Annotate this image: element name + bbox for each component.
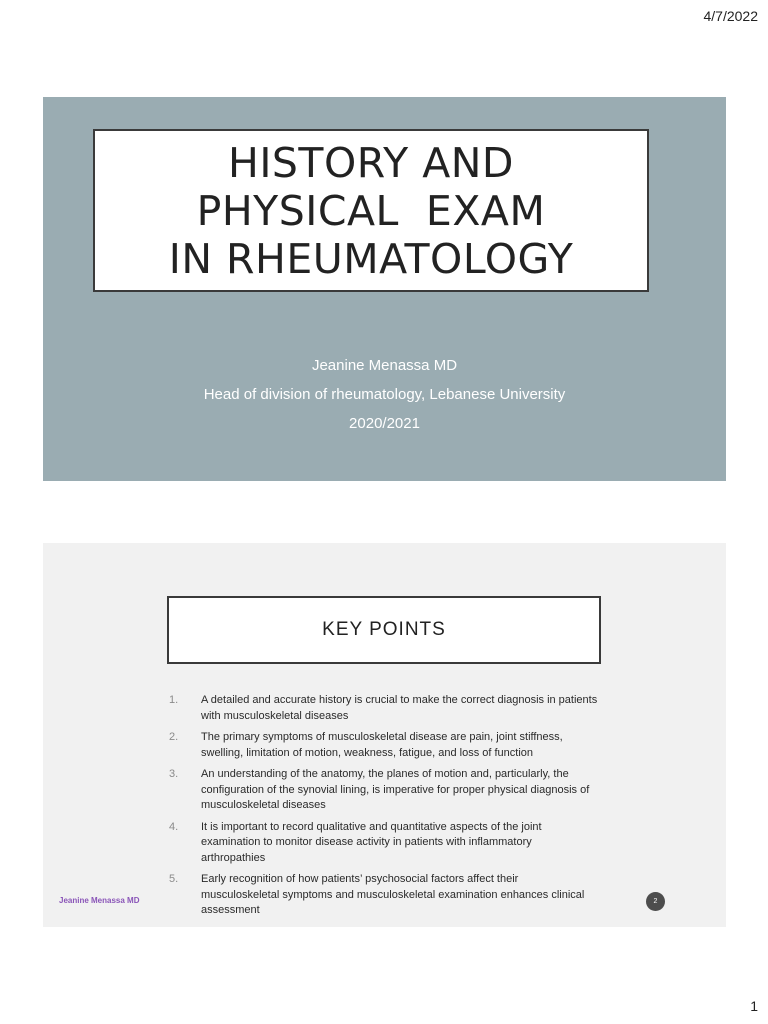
list-item	[169, 693, 599, 724]
list-item	[169, 767, 599, 814]
author-name: Jeanine Menassa MD	[311, 357, 458, 374]
slide-title	[169, 139, 574, 283]
subtitle-block	[43, 351, 726, 438]
print-date: 4/7/2022	[703, 8, 758, 24]
item-number: 3.	[169, 768, 179, 780]
key-points-list	[169, 693, 599, 925]
item-text: An understanding of the anatomy, the planes of motion and, particularly, the configuration of the synovial lining, is imperative for proper physical diagnosis of musculoskeletal diseases	[201, 768, 590, 811]
key-points-heading: KEY POINTS	[167, 596, 601, 664]
item-number: 2.	[169, 731, 179, 743]
title-line: IN RHEUMATOLOGY	[168, 234, 574, 283]
list-item	[169, 872, 599, 919]
title-slide	[43, 97, 726, 481]
item-text: It is important to record qualitative and quantitative aspects of the joint examination to monitor disease activity in patients with inflammatory arthropathies	[201, 820, 542, 864]
title-line: HISTORY AND	[227, 138, 514, 187]
academic-year: 2020/2021	[349, 415, 420, 432]
slide-number-badge: 2	[646, 892, 665, 911]
footer-author: Jeanine Menassa MD	[59, 896, 140, 905]
author-affiliation: Head of division of rheumatology, Lebanese University	[203, 386, 566, 403]
item-text: Early recognition of how patients’ psychosocial factors affect their musculoskeletal symptoms and musculoskeletal examination enhances clinical assessment	[201, 873, 585, 916]
title-line: PHYSICAL EXAM	[196, 186, 546, 235]
key-points-slide	[43, 543, 726, 927]
item-text: A detailed and accurate history is crucial to make the correct diagnosis in patients with musculoskeletal diseases	[201, 694, 598, 722]
list-item	[169, 730, 599, 761]
title-box	[93, 129, 649, 292]
item-number: 5.	[169, 873, 179, 885]
item-number: 4.	[169, 820, 179, 833]
list-item	[169, 820, 599, 867]
page-number: 1	[750, 998, 758, 1014]
item-number: 1.	[169, 694, 179, 706]
item-text: The primary symptoms of musculoskeletal disease are pain, joint stiffness, swelling, limitation of motion, weakness, fatigue, and loss of function	[201, 731, 563, 759]
